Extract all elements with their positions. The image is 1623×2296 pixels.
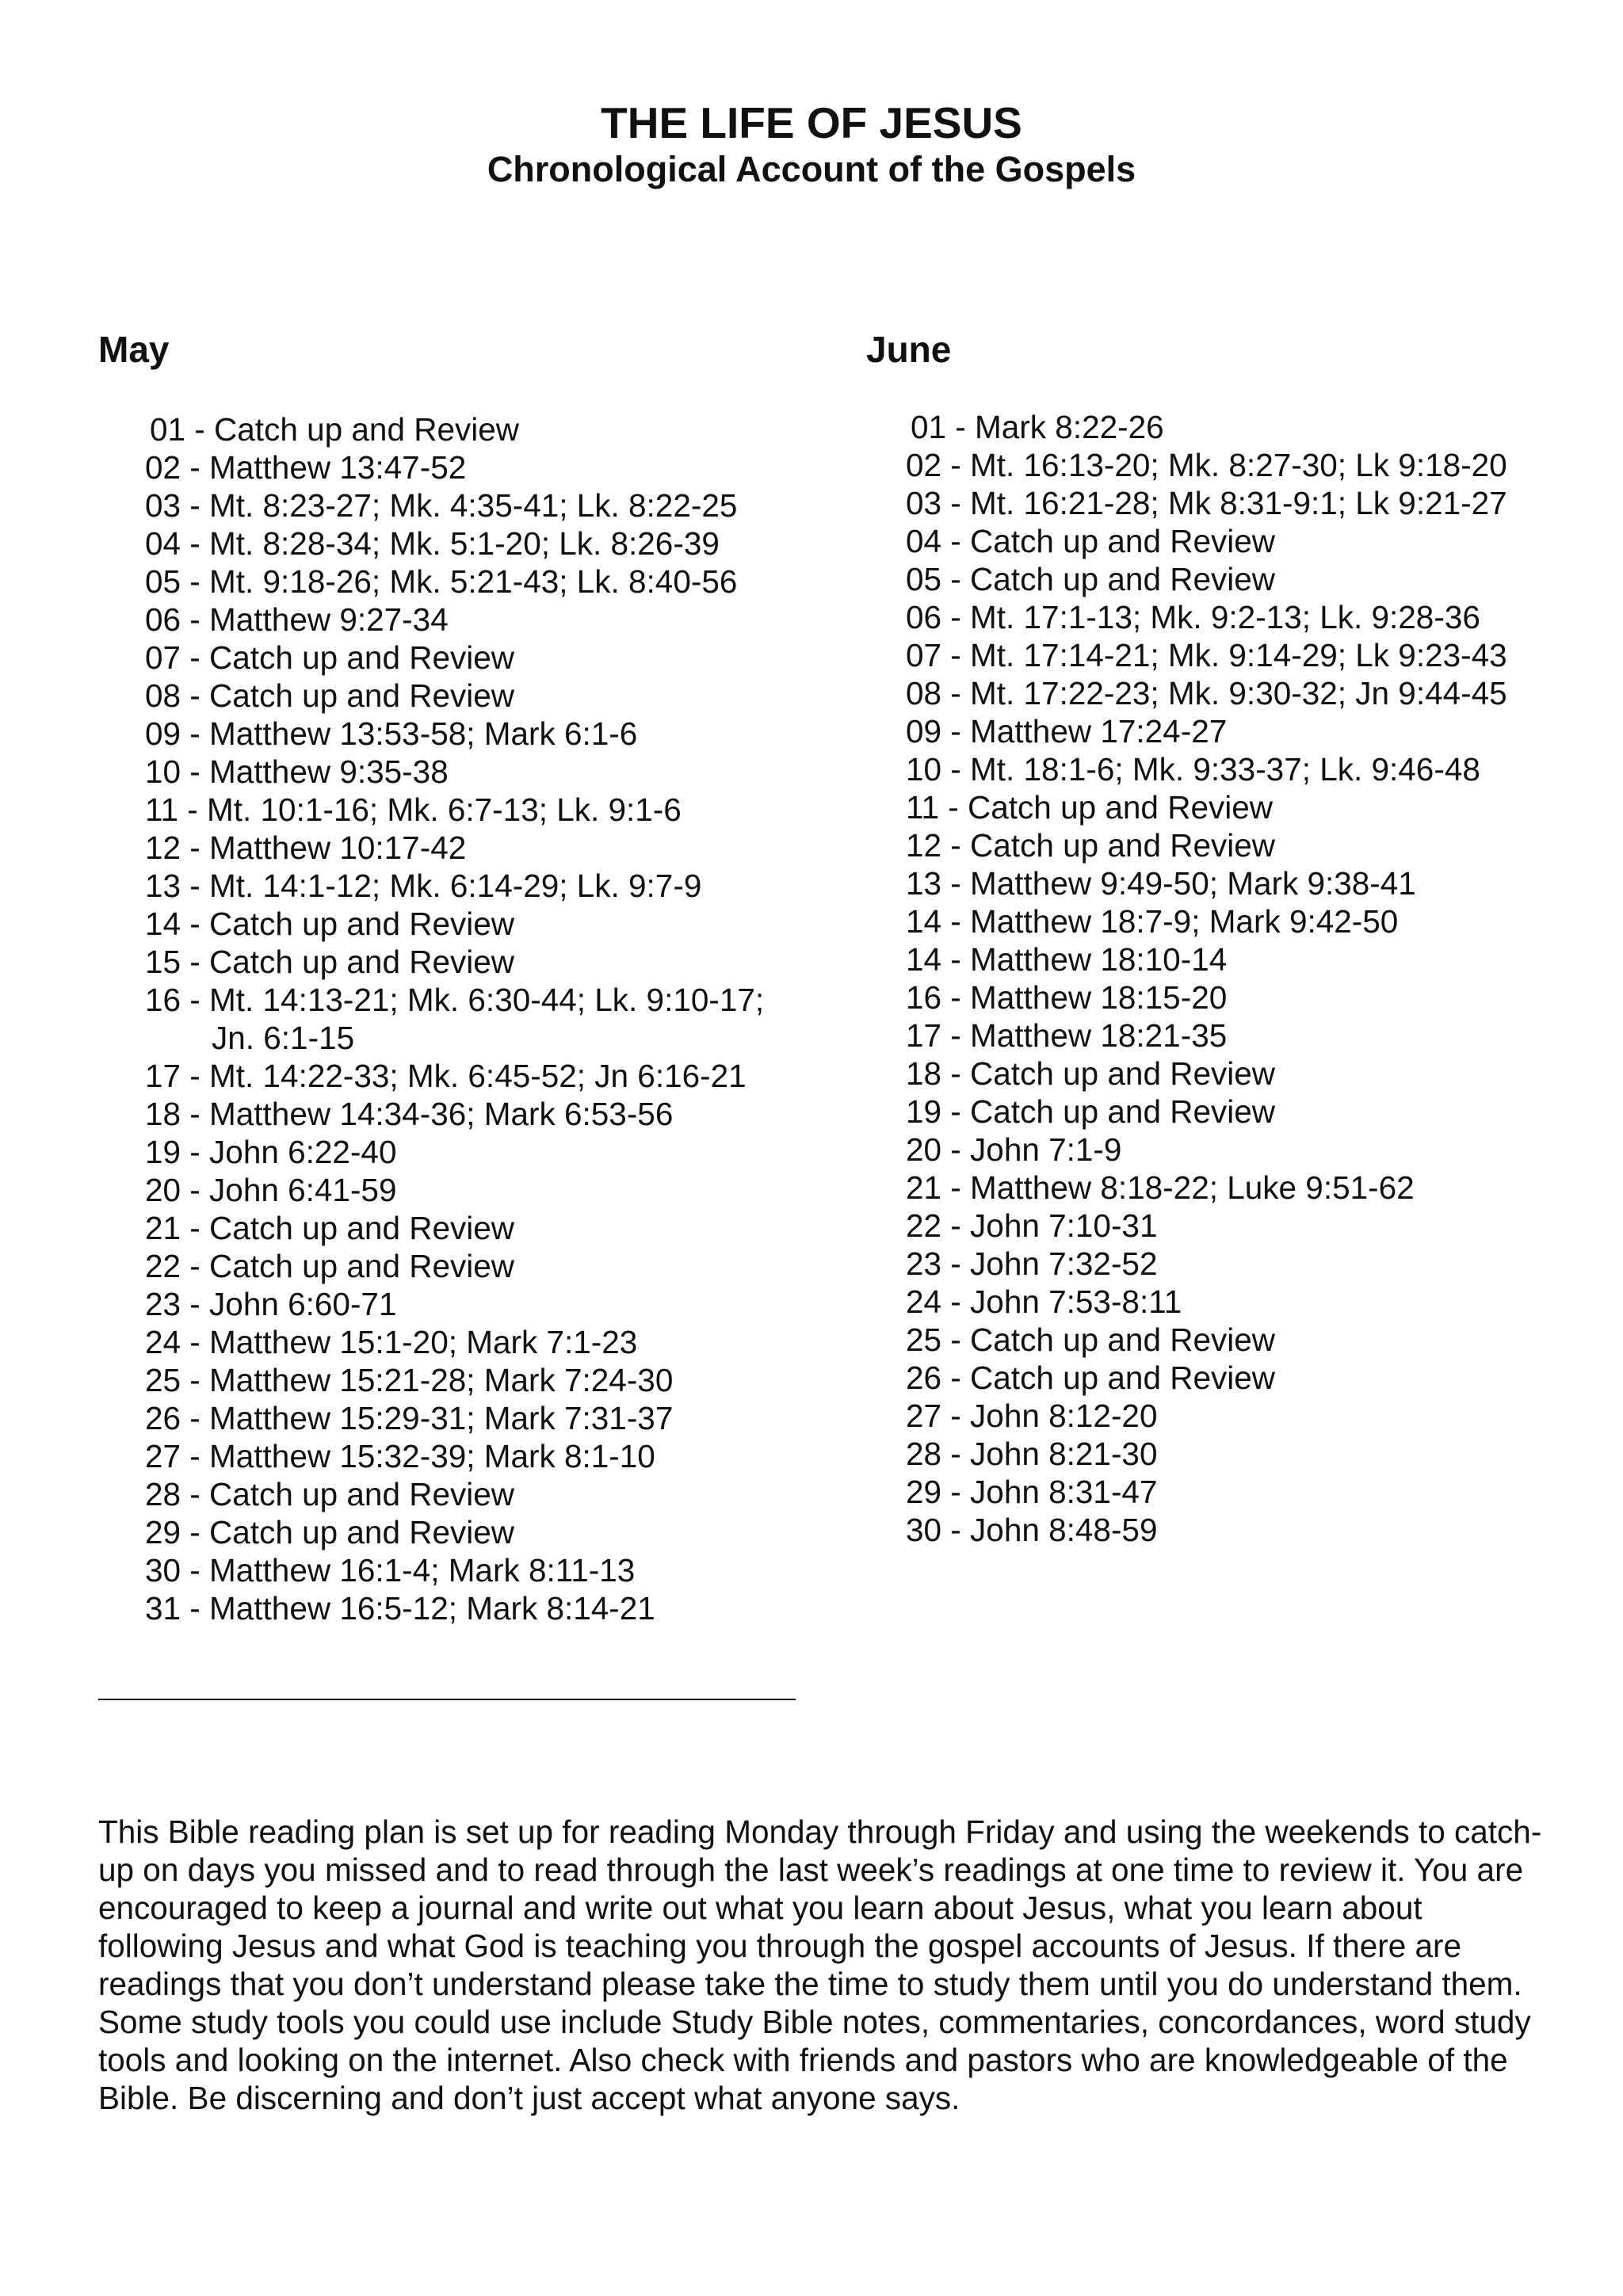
june-reading-item: 22 - John 7:10-31 bbox=[906, 1207, 1158, 1244]
page-title: THE LIFE OF JESUS bbox=[601, 98, 1022, 147]
may-reading-item: 09 - Matthew 13:53-58; Mark 6:1-6 bbox=[145, 715, 638, 752]
june-reading-list bbox=[906, 408, 1603, 1549]
june-reading-item: 23 - John 7:32-52 bbox=[906, 1245, 1158, 1282]
may-reading-item: 20 - John 6:41-59 bbox=[145, 1172, 397, 1208]
june-reading-item: 01 - Mark 8:22-26 bbox=[911, 409, 1164, 445]
may-reading-item: 17 - Mt. 14:22-33; Mk. 6:45-52; Jn 6:16-21 bbox=[145, 1058, 747, 1094]
june-reading-item: 05 - Catch up and Review bbox=[906, 561, 1276, 597]
may-reading-item: 02 - Matthew 13:47-52 bbox=[145, 449, 467, 486]
june-reading-item: 09 - Matthew 17:24-27 bbox=[906, 713, 1228, 749]
may-reading-item: 30 - Matthew 16:1-4; Mark 8:11-13 bbox=[145, 1552, 636, 1589]
june-reading-item: 26 - Catch up and Review bbox=[906, 1360, 1276, 1396]
june-reading-item: 19 - Catch up and Review bbox=[906, 1093, 1276, 1130]
may-reading-list bbox=[145, 410, 811, 1627]
may-reading-item: 14 - Catch up and Review bbox=[145, 906, 515, 942]
june-reading-item: 27 - John 8:12-20 bbox=[906, 1398, 1158, 1434]
may-reading-item: 05 - Mt. 9:18-26; Mk. 5:21-43; Lk. 8:40-56 bbox=[145, 563, 738, 600]
june-reading-item: 17 - Matthew 18:21-35 bbox=[906, 1017, 1228, 1054]
may-reading-item: 10 - Matthew 9:35-38 bbox=[145, 753, 449, 790]
may-reading-item: 23 - John 6:60-71 bbox=[145, 1286, 397, 1322]
may-reading-item: 18 - Matthew 14:34-36; Mark 6:53-56 bbox=[145, 1096, 674, 1132]
may-reading-item: 26 - Matthew 15:29-31; Mark 7:31-37 bbox=[145, 1400, 674, 1436]
june-reading-item: 16 - Matthew 18:15-20 bbox=[906, 979, 1228, 1016]
may-reading-item: 15 - Catch up and Review bbox=[145, 944, 515, 980]
may-heading: May bbox=[98, 329, 170, 370]
may-reading-item: 06 - Matthew 9:27-34 bbox=[145, 601, 449, 638]
may-reading-item: 21 - Catch up and Review bbox=[145, 1210, 515, 1246]
may-reading-item: 07 - Catch up and Review bbox=[145, 639, 515, 676]
june-reading-item: 28 - John 8:21-30 bbox=[906, 1436, 1158, 1472]
june-reading-item: 21 - Matthew 8:18-22; Luke 9:51-62 bbox=[906, 1169, 1415, 1206]
reading-plan-note: This Bible reading plan is set up for reading Monday through Friday and using the weekends to catch-up on days you missed and to read through the last week’s readings at one time to review it. You are encouraged to keep a journal and write out what you learn about Jesus, what you learn about following Jesus and what God is teaching you through the gospel accounts of Jesus. If there are readings that you don’t understand please take the time to study them until you do understand them. Some study tools you could use include Study Bible notes, commentaries, concordances, word study tools and looking on the internet. Also check with friends and pastors who are knowledgeable of the Bible. Be discerning and don’t just accept what anyone says. bbox=[98, 1814, 1542, 2116]
june-reading-item: 11 - Catch up and Review bbox=[906, 789, 1274, 826]
june-reading-item: 12 - Catch up and Review bbox=[906, 827, 1276, 864]
june-reading-item: 10 - Mt. 18:1-6; Mk. 9:33-37; Lk. 9:46-48 bbox=[906, 751, 1480, 788]
footnote-divider bbox=[98, 1699, 796, 1700]
may-reading-item: 19 - John 6:22-40 bbox=[145, 1134, 397, 1170]
may-reading-item: 24 - Matthew 15:1-20; Mark 7:1-23 bbox=[145, 1324, 638, 1360]
may-reading-item: 25 - Matthew 15:21-28; Mark 7:24-30 bbox=[145, 1362, 674, 1398]
may-reading-item: 08 - Catch up and Review bbox=[145, 677, 515, 714]
may-reading-item: 04 - Mt. 8:28-34; Mk. 5:1-20; Lk. 8:26-39 bbox=[145, 525, 720, 562]
may-reading-item: 03 - Mt. 8:23-27; Mk. 4:35-41; Lk. 8:22-25 bbox=[145, 487, 738, 524]
may-reading-item: 13 - Mt. 14:1-12; Mk. 6:14-29; Lk. 9:7-9 bbox=[145, 868, 702, 904]
june-reading-item: 24 - John 7:53-8:11 bbox=[906, 1283, 1182, 1320]
june-reading-item: 08 - Mt. 17:22-23; Mk. 9:30-32; Jn 9:44-45 bbox=[906, 675, 1507, 711]
june-reading-item: 13 - Matthew 9:49-50; Mark 9:38-41 bbox=[906, 865, 1416, 902]
page-subtitle: Chronological Account of the Gospels bbox=[487, 149, 1136, 189]
june-reading-item: 18 - Catch up and Review bbox=[906, 1055, 1276, 1092]
june-reading-item: 06 - Mt. 17:1-13; Mk. 9:2-13; Lk. 9:28-36 bbox=[906, 599, 1480, 635]
may-reading-item: 12 - Matthew 10:17-42 bbox=[145, 830, 467, 866]
june-reading-item: 07 - Mt. 17:14-21; Mk. 9:14-29; Lk 9:23-43 bbox=[906, 637, 1507, 673]
may-reading-item: 28 - Catch up and Review bbox=[145, 1476, 515, 1512]
may-reading-item: 27 - Matthew 15:32-39; Mark 8:1-10 bbox=[145, 1438, 655, 1474]
may-reading-item: 16 - Mt. 14:13-21; Mk. 6:30-44; Lk. 9:10-17; Jn. 6:1-15 bbox=[145, 982, 765, 1056]
may-reading-item: 22 - Catch up and Review bbox=[145, 1248, 515, 1284]
june-reading-item: 03 - Mt. 16:21-28; Mk 8:31-9:1; Lk 9:21-27 bbox=[906, 485, 1507, 521]
may-reading-item: 31 - Matthew 16:5-12; Mark 8:14-21 bbox=[145, 1590, 655, 1627]
june-reading-item: 29 - John 8:31-47 bbox=[906, 1474, 1158, 1510]
june-reading-item: 14 - Matthew 18:10-14 bbox=[906, 941, 1228, 978]
june-reading-item: 30 - John 8:48-59 bbox=[906, 1512, 1158, 1548]
june-reading-item: 20 - John 7:1-9 bbox=[906, 1131, 1122, 1168]
may-reading-item: 29 - Catch up and Review bbox=[145, 1514, 515, 1550]
june-heading: June bbox=[866, 329, 952, 370]
june-reading-item: 25 - Catch up and Review bbox=[906, 1322, 1276, 1358]
may-reading-item: 01 - Catch up and Review bbox=[150, 411, 520, 448]
june-reading-item: 02 - Mt. 16:13-20; Mk. 8:27-30; Lk 9:18-20 bbox=[906, 447, 1507, 483]
may-reading-item: 11 - Mt. 10:1-16; Mk. 6:7-13; Lk. 9:1-6 bbox=[145, 791, 682, 828]
june-reading-item: 04 - Catch up and Review bbox=[906, 523, 1276, 559]
june-reading-item: 14 - Matthew 18:7-9; Mark 9:42-50 bbox=[906, 903, 1399, 940]
